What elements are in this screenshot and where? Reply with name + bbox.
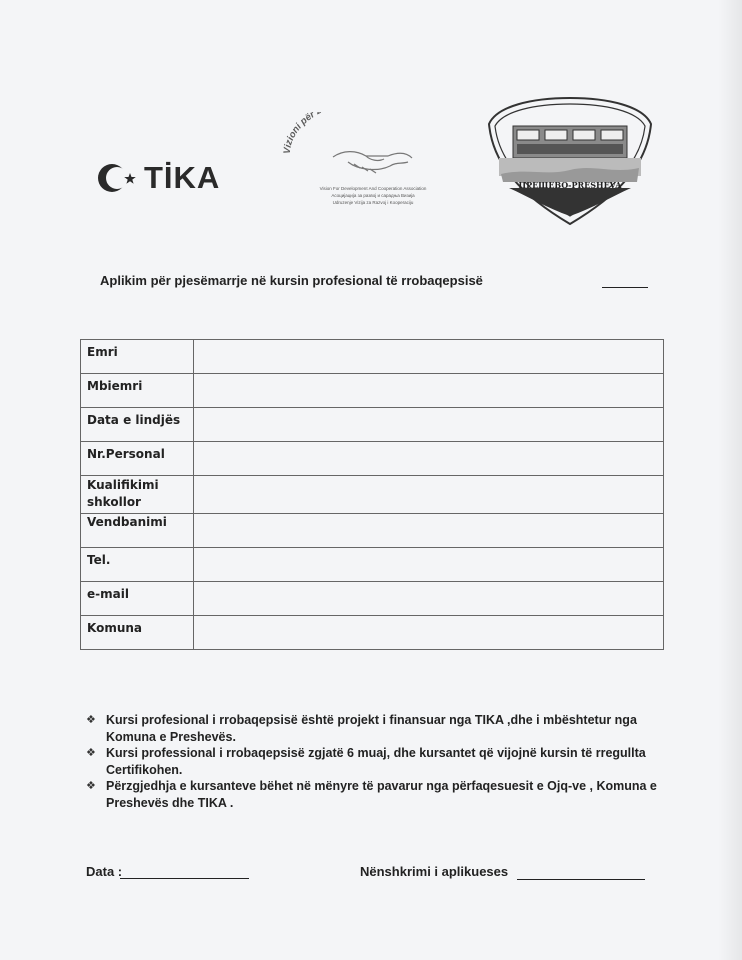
- field-value-data-e-lindjes[interactable]: [194, 408, 664, 442]
- field-label-tel: Tel.: [81, 548, 194, 582]
- table-row: [81, 340, 664, 374]
- field-value-tel[interactable]: [194, 548, 664, 582]
- tika-logo-text: TİKA: [144, 160, 221, 195]
- svg-text:Vizioni për zhvillim dhe koope: [282, 112, 418, 154]
- ngo-arc-text: Vizioni për: [281, 112, 317, 155]
- date-label: Data :: [86, 864, 123, 879]
- municipality-logo: [487, 96, 653, 226]
- ngo-logo: [278, 112, 468, 212]
- crescent-star-icon: [96, 160, 144, 196]
- diamond-bullet-icon: ❖: [86, 714, 96, 726]
- field-value-emri[interactable]: [194, 340, 664, 374]
- field-label-data-e-lindjes: Data e lindjës: [81, 408, 194, 442]
- field-label-komuna: Komuna: [81, 616, 194, 650]
- municipality-emblem: [487, 96, 653, 226]
- list-item: [86, 778, 666, 811]
- field-label-emri: Emri: [81, 340, 194, 374]
- diamond-bullet-icon: ❖: [86, 747, 96, 759]
- table-row: [81, 476, 664, 514]
- table-row: [81, 582, 664, 616]
- table-row: [81, 374, 664, 408]
- field-value-nr-personal[interactable]: [194, 442, 664, 476]
- date-blank-line[interactable]: [120, 878, 249, 879]
- ngo-line-2: Асоцијација за развој и сарадња Визија: [331, 193, 415, 198]
- note-text: Kursi professional i rrobaqepsisë zgjatë 6 muaj, dhe kursantet që vijojnë kursin të rregullta Certifikohen.: [106, 746, 646, 777]
- field-value-komuna[interactable]: [194, 616, 664, 650]
- list-item: [86, 712, 666, 745]
- field-label-vendbanimi: Vendbanimi: [81, 514, 194, 548]
- list-item: [86, 745, 666, 778]
- field-label-kualifikimi-shkollor: Kualifikimi shkollor: [81, 476, 194, 514]
- title-blank-line[interactable]: [602, 287, 648, 288]
- page-edge-shadow: [718, 0, 742, 960]
- table-row: [81, 514, 664, 548]
- table-row: [81, 548, 664, 582]
- handshake-icon: [333, 152, 412, 173]
- field-value-email[interactable]: [194, 582, 664, 616]
- ngo-line-3: Udruzenje Vizija za Razvoj i Kooperaciju: [332, 200, 414, 205]
- tika-logo: [96, 160, 220, 196]
- notes-list: [86, 712, 666, 811]
- page-title: Aplikim për pjesëmarrje në kursin profesional të rrobaqepsisë: [100, 273, 483, 288]
- field-label-nr-personal: Nr.Personal: [81, 442, 194, 476]
- diamond-bullet-icon: ❖: [86, 780, 96, 792]
- handshake-emblem: [278, 112, 468, 184]
- table-row: [81, 408, 664, 442]
- table-row: [81, 616, 664, 650]
- field-label-mbiemri: Mbiemri: [81, 374, 194, 408]
- note-text: Përzgjedhja e kursanteve bëhet në mënyre të pavarur nga përfaqesuesit e Ojq-ve , Komuna e Preshevës dhe TIKA .: [106, 779, 657, 810]
- note-text: Kursi profesional i rrobaqepsisë është projekt i finansuar nga TIKA ,dhe i mbështetur nga Komuna e Preshevës.: [106, 713, 637, 744]
- table-row: [81, 442, 664, 476]
- field-label-email: e-mail: [81, 582, 194, 616]
- municipality-logo-text: ПРЕШЕВО-PRESHEVA: [518, 180, 622, 190]
- application-form-table: [80, 339, 664, 650]
- ngo-line-1: Vision For Development And Cooperation Association: [319, 186, 427, 191]
- field-value-mbiemri[interactable]: [194, 374, 664, 408]
- field-value-kualifikimi-shkollor[interactable]: [194, 476, 664, 514]
- signature-blank-line[interactable]: [517, 879, 645, 880]
- field-value-vendbanimi[interactable]: [194, 514, 664, 548]
- signature-label: Nënshkrimi i aplikueses: [360, 864, 509, 879]
